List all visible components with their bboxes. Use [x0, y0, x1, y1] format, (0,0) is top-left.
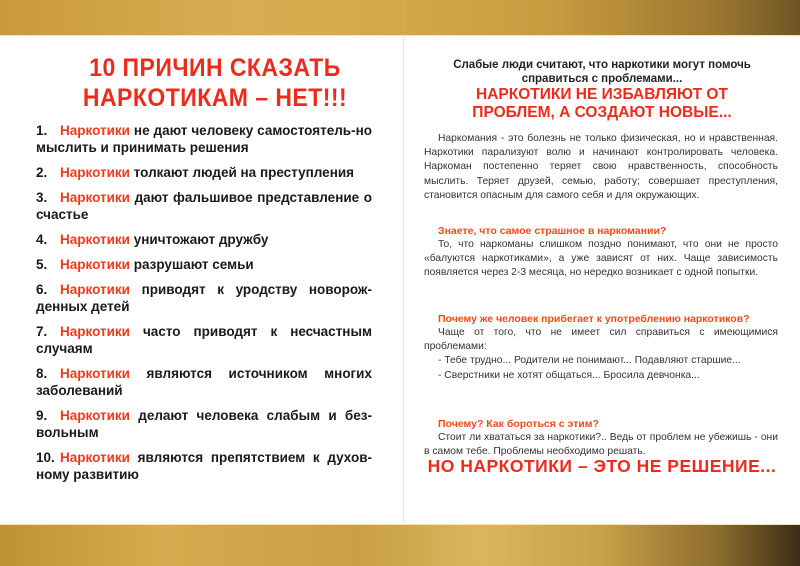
intro-text: Слабые люди считают, что наркотики могут помочь справиться с проблемами...: [453, 59, 751, 85]
subtitle-line-2: ПРОБЛЕМ, А СОЗДАЮТ НОВЫЕ...: [472, 104, 732, 121]
final-slogan: НО НАРКОТИКИ – ЭТО НЕ РЕШЕНИЕ...: [427, 456, 777, 476]
reason-item: [36, 281, 372, 315]
answer-line: - Сверстники не хотят общаться... Бросила девчонка...: [438, 369, 700, 381]
reason-number: 9.: [36, 408, 48, 423]
reason-item: [36, 256, 372, 273]
question-heading: Почему? Как бороться с этим?: [438, 418, 599, 430]
reason-keyword: Наркотики: [60, 366, 130, 381]
answer-line: - Тебе трудно... Родители не понимают... Подавляют старшие...: [438, 355, 741, 367]
reason-number: 2.: [36, 165, 48, 180]
main-title: [54, 53, 376, 113]
gold-footer-band: [0, 524, 800, 566]
reason-text: приводят к уродству новорож-денных детей: [36, 282, 372, 314]
gold-header-band: [0, 0, 800, 36]
reason-text: дают фальшивое представление о счастье: [36, 190, 372, 222]
reason-number: 10.: [36, 450, 55, 465]
left-page: [0, 36, 403, 524]
addiction-paragraph: [424, 132, 778, 203]
reason-keyword: Наркотики: [60, 324, 130, 339]
title-line-2: НАРКОТИКАМ – НЕТ!!!: [82, 84, 348, 112]
question-block-2: [424, 313, 778, 383]
reason-text: являются источником многих заболеваний: [36, 366, 372, 398]
reason-item: [36, 365, 372, 399]
reason-number: 6.: [36, 282, 48, 297]
reason-keyword: Наркотики: [60, 123, 130, 138]
reason-item: [36, 164, 372, 181]
reason-item: [36, 323, 372, 357]
question-block-3: [424, 418, 778, 459]
reason-item: [36, 449, 372, 483]
question-heading: Знаете, что самое страшное в наркомании?: [438, 225, 667, 237]
reason-text: толкают людей на преступления: [133, 165, 355, 180]
answer-text: Стоит ли хвататься за наркотики?.. Ведь от проблем не убежишь - они в самом тебе. Проблемы необходимо решать.: [424, 432, 778, 458]
paragraph-text: Наркомания - это болезнь не только физическая, но и нравственная. Наркотики парализуют волю и начинают контролировать человека. Наркоман постепенно теряет свою нравственность, способность мыслить. Теряет друзей, семью, работу; совершает преступления, становится опасным для самого себя и для окружающих.: [424, 133, 778, 201]
title-line-1: 10 ПРИЧИН СКАЗАТЬ: [89, 54, 341, 82]
reason-number: 7.: [36, 324, 48, 339]
reason-text: часто приводят к несчастным случаям: [36, 324, 372, 356]
question-block-1: [424, 225, 778, 281]
reason-text: разрушают семьи: [133, 257, 254, 272]
reason-item: [36, 122, 372, 156]
reason-keyword: Наркотики: [60, 232, 130, 247]
reason-item: [36, 231, 372, 248]
reason-text: не дают человеку самостоятель-но мыслить и принимать решения: [36, 123, 372, 155]
subtitle-line-1: НАРКОТИКИ НЕ ИЗБАВЛЯЮТ ОТ: [476, 86, 728, 103]
answer-text: То, что наркоманы слишком поздно понимают, что они не просто «балуются наркотиками», а уже зависят от них. Чаще зависимость появляется через 2-3 месяца, но нередко возникает с одной попытки.: [424, 239, 778, 279]
reason-keyword: Наркотики: [60, 190, 130, 205]
reason-item: [36, 407, 372, 441]
subtitle: [434, 86, 770, 122]
reasons-list: [36, 122, 372, 491]
right-page: [404, 36, 800, 524]
question-heading: Почему же человек прибегает к употреблению наркотиков?: [438, 313, 750, 325]
reason-keyword: Наркотики: [60, 282, 130, 297]
reason-number: 4.: [36, 232, 48, 247]
reason-number: 1.: [36, 123, 48, 138]
reason-number: 5.: [36, 257, 48, 272]
reason-text: уничтожают дружбу: [133, 232, 269, 247]
reason-text: являются препятствием к духов-ному развитию: [36, 450, 372, 482]
answer-text: Чаще от того, что не имеет сил справиться с имеющимися проблемами:: [424, 327, 778, 353]
reason-keyword: Наркотики: [60, 450, 130, 465]
reason-text: делают человека слабым и без-вольным: [36, 408, 372, 440]
reason-item: [36, 189, 372, 223]
reason-keyword: Наркотики: [60, 257, 130, 272]
reason-number: 8.: [36, 366, 48, 381]
reason-number: 3.: [36, 190, 48, 205]
reason-keyword: Наркотики: [60, 165, 130, 180]
reason-keyword: Наркотики: [60, 408, 130, 423]
